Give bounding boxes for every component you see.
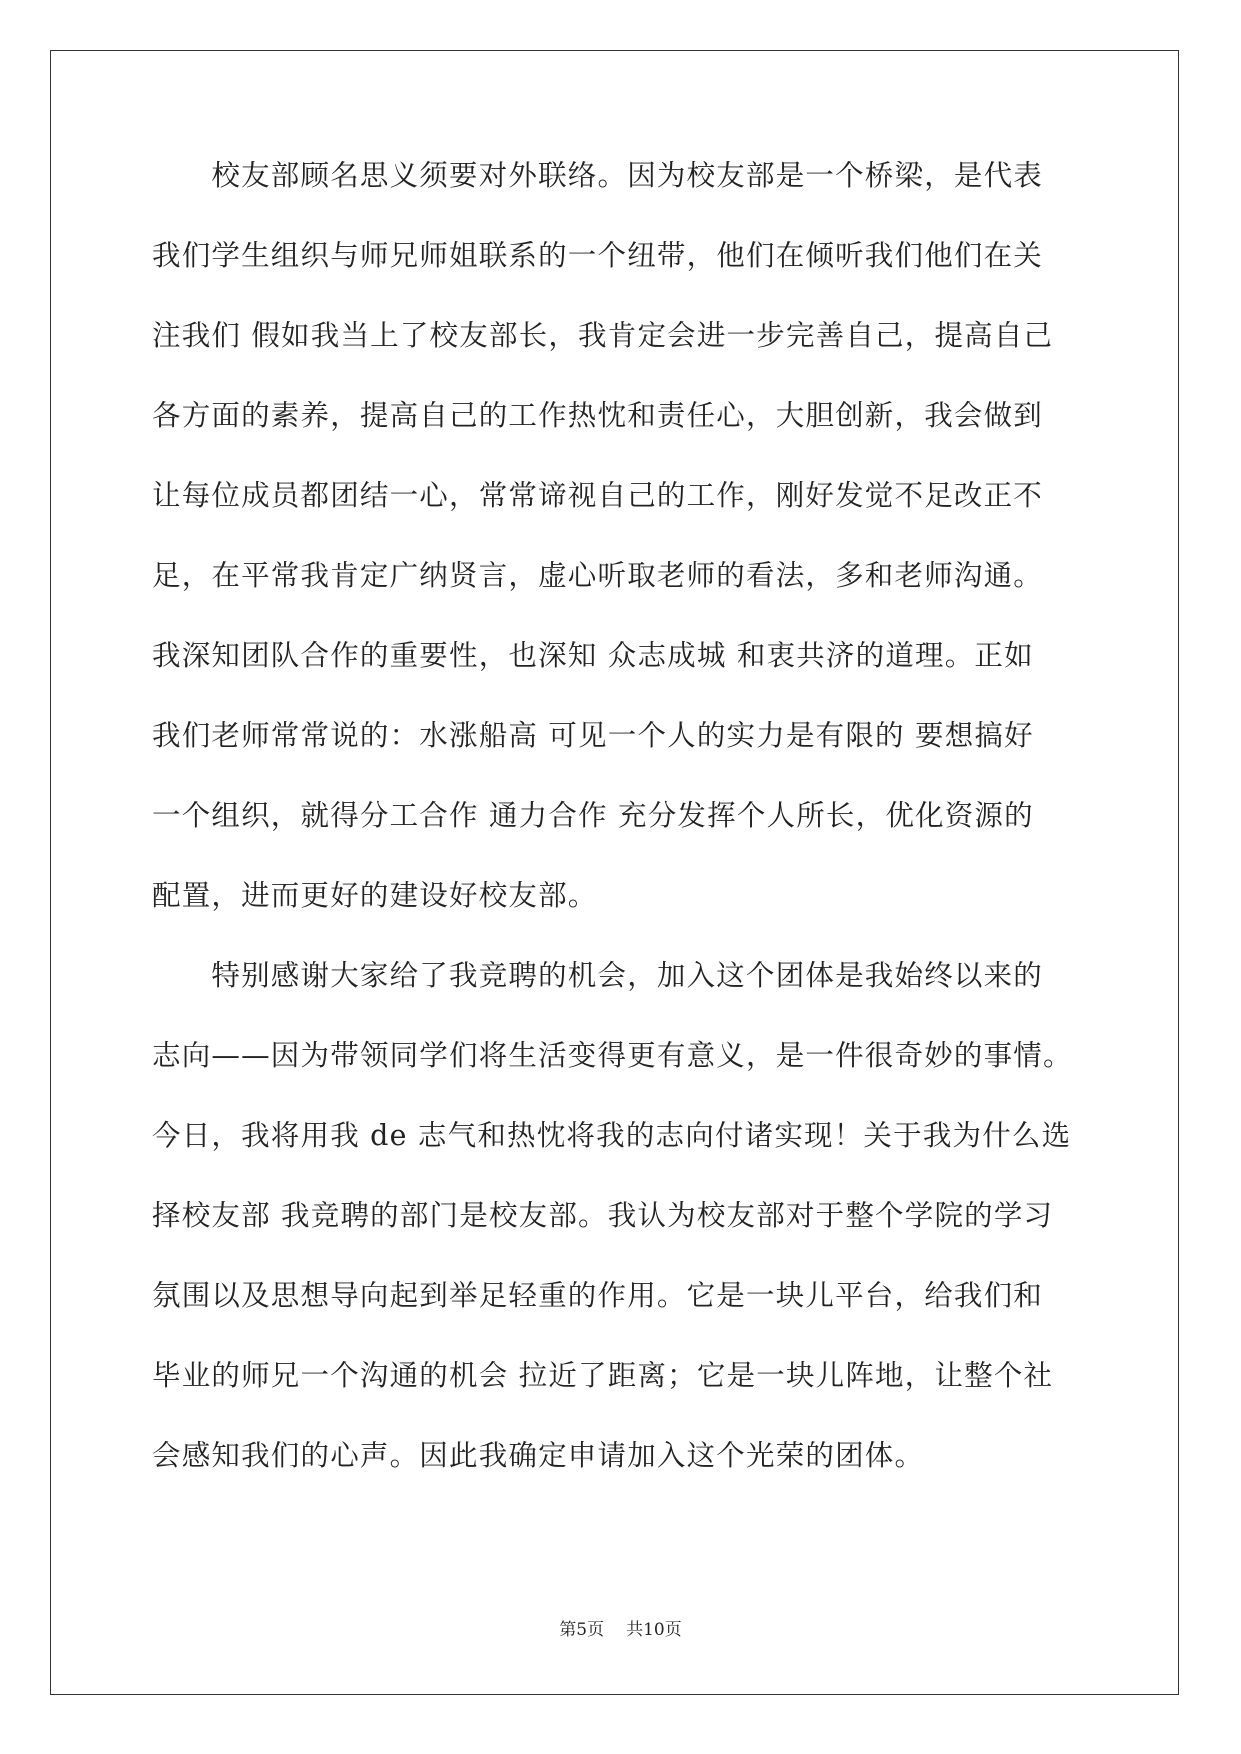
text-line: 会感知我们的心声。因此我确定申请加入这个光荣的团体。 xyxy=(152,1439,925,1472)
text-line: 特别感谢大家给了我竞聘的机会，加入这个团体是我始终以来的 xyxy=(152,959,1044,992)
page-total: 共10页 xyxy=(626,1620,682,1640)
text-line: 注我们 假如我当上了校友部长，我肯定会进一步完善自己，提高自己 xyxy=(152,319,1054,352)
text-line: 今日，我将用我 de 志气和热忱将我的志向付诸实现！关于我为什么选 xyxy=(152,1119,1072,1152)
text-line: 毕业的师兄一个沟通的机会 拉近了距离；它是一块儿阵地，让整个社 xyxy=(152,1359,1054,1392)
text-line: 我深知团队合作的重要性，也深知 众志成城 和衷共济的道理。正如 xyxy=(152,639,1034,672)
text-line: 足，在平常我肯定广纳贤言，虚心听取老师的看法，多和老师沟通。 xyxy=(152,559,1044,592)
text-line: 一个组织，就得分工合作 通力合作 充分发挥个人所长，优化资源的 xyxy=(152,799,1034,832)
text-line: 校友部顾名思义须要对外联络。因为校友部是一个桥梁，是代表 xyxy=(152,159,1044,192)
text-line: 择校友部 我竞聘的部门是校友部。我认为校友部对于整个学院的学习 xyxy=(152,1199,1054,1232)
document-body xyxy=(152,160,1087,1520)
text-line: 各方面的素养，提高自己的工作热忱和责任心，大胆创新，我会做到 xyxy=(152,399,1044,432)
page-number: 第5页 xyxy=(559,1620,605,1640)
text-line: 我们老师常常说的：水涨船高 可见一个人的实力是有限的 要想搞好 xyxy=(152,719,1034,752)
text-line: 志向——因为带领同学们将生活变得更有意义，是一件很奇妙的事情。 xyxy=(152,1039,1073,1072)
text-line: 配置，进而更好的建设好校友部。 xyxy=(152,879,598,912)
text-line: 氛围以及思想导向起到举足轻重的作用。它是一块儿平台，给我们和 xyxy=(152,1279,1044,1312)
text-line: 我们学生组织与师兄师姐联系的一个纽带，他们在倾听我们他们在关 xyxy=(152,239,1044,272)
text-line: 让每位成员都团结一心，常常谛视自己的工作，刚好发觉不足改正不 xyxy=(152,479,1044,512)
page-footer xyxy=(0,1620,1241,1640)
